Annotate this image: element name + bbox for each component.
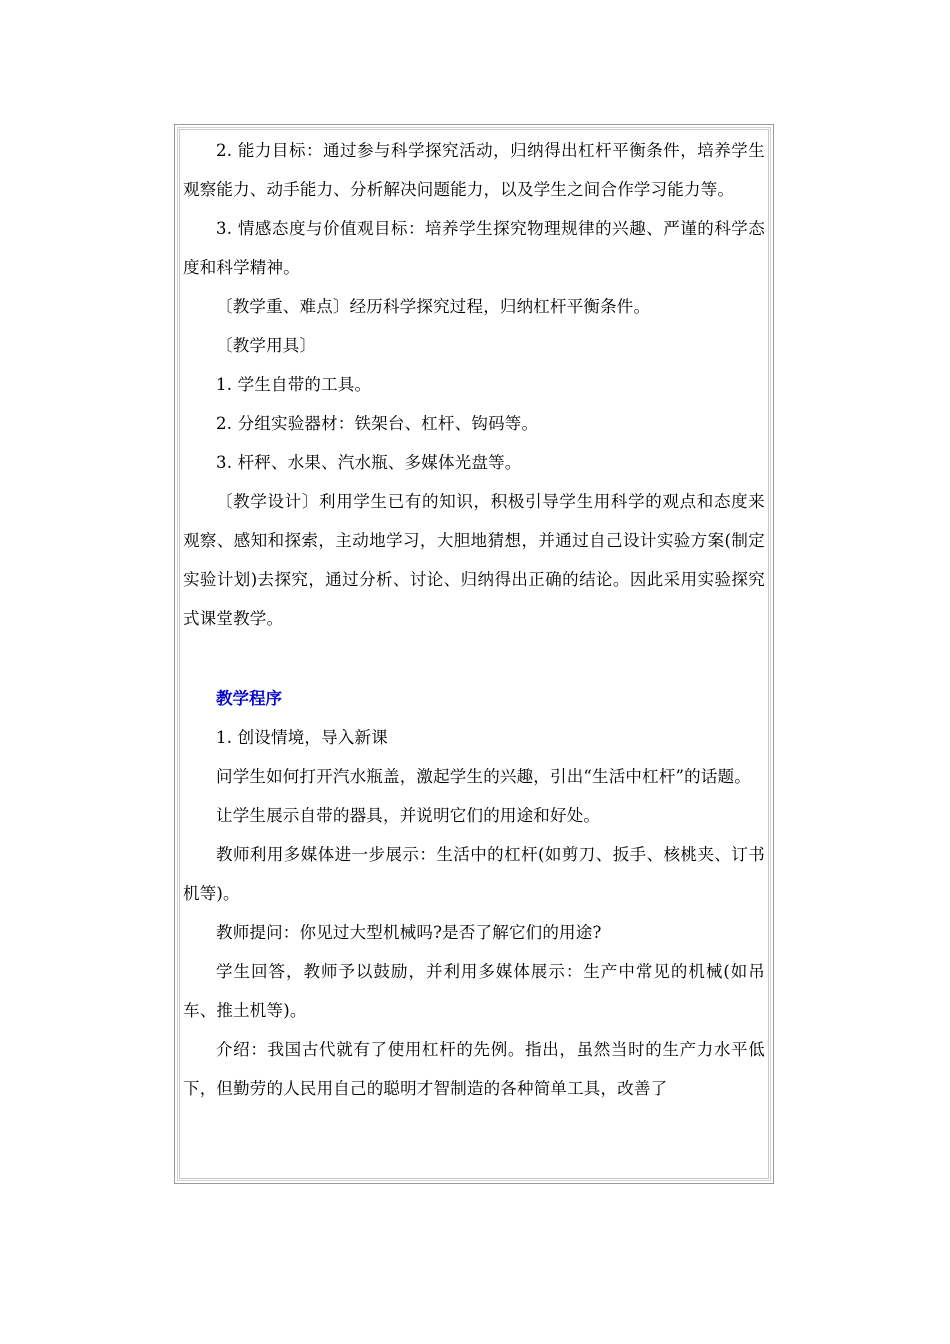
paragraph-tool-2: 2. 分组实验器材：铁架台、杠杆、钩码等。	[216, 414, 539, 433]
paragraph-show-tools: 让学生展示自带的器具，并说明它们的用途和好处。	[216, 806, 601, 825]
paragraph-soda-bottle: 问学生如何打开汽水瓶盖，激起学生的兴趣，引出“生活中杠杆”的话题。	[216, 767, 751, 786]
paragraph-teaching-design: 〔教学设计〕利用学生已有的知识，积极引导学生用科学的观点和态度来观察、感知和探索，主动地学习，大胆地猜想，并通过自己设计实验方案(制定实验计划)去探究，通过分析、讨论、归纳得出正确的结论。因此采用实验探究式课堂教学。	[183, 492, 765, 628]
document-frame	[174, 124, 774, 1184]
paragraph-step-1: 1. 创设情境，导入新课	[216, 728, 388, 747]
paragraph-emotion-goal: 3. 情感态度与价值观目标：培养学生探究物理规律的兴趣、严谨的科学态度和科学精神。	[183, 219, 765, 277]
section-heading-teaching-procedure: 教学程序	[216, 689, 282, 708]
document-content	[183, 131, 765, 1108]
paragraph-student-answer: 学生回答，教师予以鼓励，并利用多媒体展示：生产中常见的机械(如吊车、推土机等)。	[183, 962, 765, 1020]
paragraph-ancient-lever: 介绍：我国古代就有了使用杠杆的先例。指出，虽然当时的生产力水平低下，但勤劳的人民用自己的聪明才智制造的各种简单工具，改善了	[183, 1040, 765, 1098]
section-spacer	[183, 638, 765, 679]
paragraph-teaching-tools: 〔教学用具〕	[216, 336, 317, 355]
paragraph-multimedia-life: 教师利用多媒体进一步展示：生活中的杠杆(如剪刀、扳手、核桃夹、订书机等)。	[183, 845, 765, 903]
paragraph-teacher-question: 教师提问：你见过大型机械吗?是否了解它们的用途?	[216, 923, 602, 942]
paragraph-tool-1: 1. 学生自带的工具。	[216, 375, 372, 394]
paragraph-tool-3: 3. 杆秤、水果、汽水瓶、多媒体光盘等。	[216, 453, 522, 472]
paragraph-key-points: 〔教学重、难点〕经历科学探究过程，归纳杠杆平衡条件。	[216, 297, 651, 316]
paragraph-ability-goal: 2. 能力目标：通过参与科学探究活动，归纳得出杠杆平衡条件，培养学生观察能力、动手能力、分析解决问题能力，以及学生之间合作学习能力等。	[183, 141, 765, 199]
